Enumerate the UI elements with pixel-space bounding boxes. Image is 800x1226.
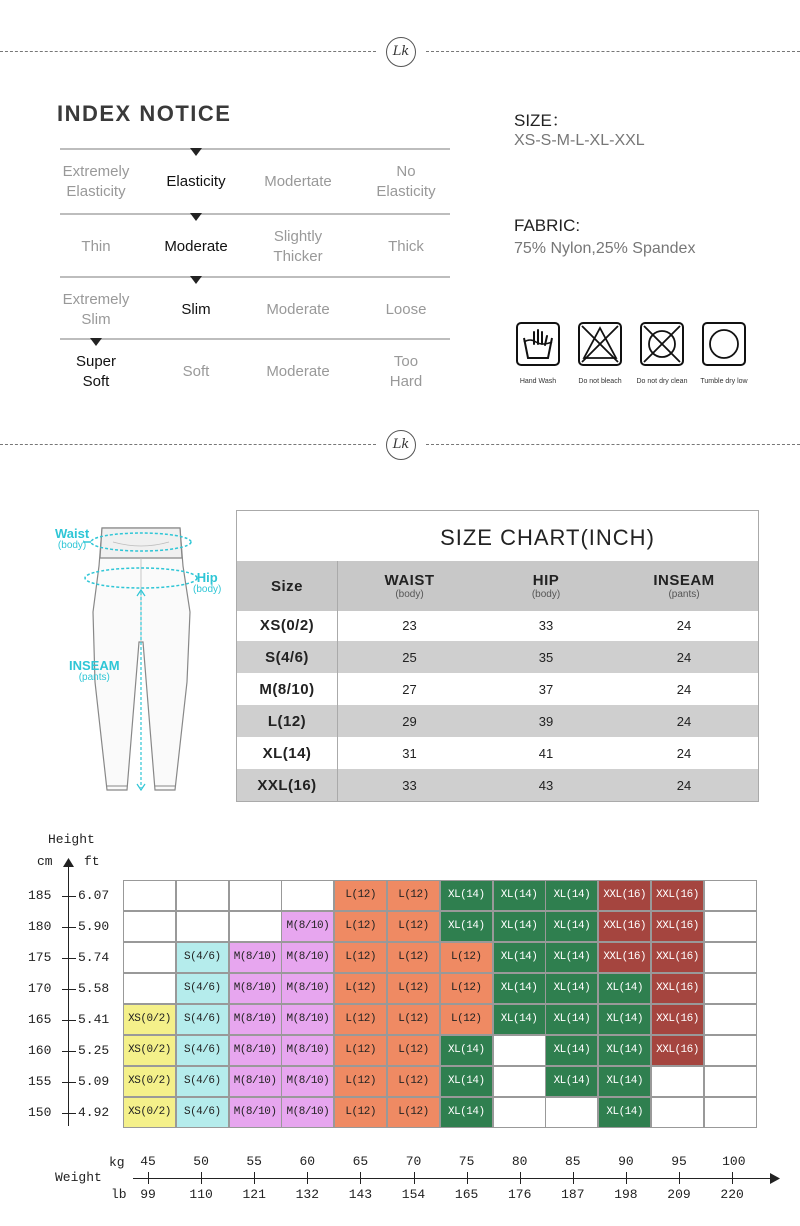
size-grid-cell-xxl: XXL(16) <box>651 973 704 1004</box>
height-cm-label: 185 <box>28 888 52 903</box>
size-grid-cell-l: L(12) <box>387 880 440 911</box>
index-cell: Slightly Thicker <box>273 228 323 265</box>
size-chart-header <box>237 561 758 611</box>
height-ft-label: 5.41 <box>78 1012 110 1027</box>
hip-text: Hip <box>196 570 218 585</box>
height-weight-chart <box>0 830 800 1226</box>
size-grid-cell-xs: XS(0/2) <box>123 1035 176 1066</box>
size-label: SIZE： <box>514 111 569 130</box>
measure-cell: 24 <box>676 649 692 665</box>
size-grid-cell-empty <box>704 911 757 942</box>
weight-lb-label: 143 <box>348 1187 373 1202</box>
size-grid-cell-xl: XL(14) <box>598 1035 651 1066</box>
index-notice-title: INDEX NOTICE <box>57 101 232 126</box>
weight-lb-label: 220 <box>720 1187 744 1202</box>
size-cell: XL(14) <box>262 744 312 762</box>
weight-kg-label: 75 <box>458 1154 475 1169</box>
measure-cell: 27 <box>402 681 417 697</box>
header-sub: (body) <box>531 589 561 600</box>
weight-lb-label: 198 <box>614 1187 638 1202</box>
index-cell-selected: Elasticity <box>166 173 226 190</box>
header-hip <box>482 561 610 611</box>
weight-tick <box>626 1172 627 1184</box>
size-grid-cell-xl: XL(14) <box>545 973 598 1004</box>
height-tick <box>62 1020 76 1021</box>
size-grid-cell-empty <box>493 1035 546 1066</box>
index-row <box>60 276 450 336</box>
brand-logo-icon: Lk <box>386 37 416 67</box>
size-grid-cell-s: S(4/6) <box>176 1035 229 1066</box>
size-grid-cell-xl: XL(14) <box>440 911 493 942</box>
size-value: XS-S-M-L-XL-XXL <box>514 132 645 149</box>
header-size <box>237 561 337 611</box>
measure-cell: 43 <box>538 777 554 793</box>
brand-logo-icon: Lk <box>386 430 416 460</box>
size-chart-row <box>237 609 758 641</box>
weight-kg-label: 95 <box>671 1154 687 1169</box>
index-row-line <box>60 338 450 340</box>
size-grid-cell-xs: XS(0/2) <box>123 1097 176 1128</box>
index-cell: Moderate <box>266 301 330 318</box>
size-chart-row <box>237 673 758 705</box>
size-grid-cell-xl: XL(14) <box>440 1066 493 1097</box>
header-label: WAIST <box>384 572 435 589</box>
size-cell: M(8/10) <box>259 680 315 698</box>
column-divider <box>337 561 338 801</box>
size-grid-cell-xl: XL(14) <box>598 1004 651 1035</box>
size-grid-cell-l: L(12) <box>387 942 440 973</box>
measure-cell: 41 <box>538 745 554 761</box>
index-cell: Extremely Slim <box>62 291 130 328</box>
size-grid-cell-s: S(4/6) <box>176 1097 229 1128</box>
size-grid-cell-xxl: XXL(16) <box>651 911 704 942</box>
top-divider <box>0 37 800 67</box>
size-grid-cell-m: M(8/10) <box>281 973 334 1004</box>
weight-lb-label: 165 <box>454 1187 479 1202</box>
weight-tick <box>307 1172 308 1184</box>
size-grid-cell-xl: XL(14) <box>545 1066 598 1097</box>
weight-kg-label: 50 <box>193 1154 209 1169</box>
size-grid-cell-l: L(12) <box>334 942 387 973</box>
size-grid-cell-empty <box>176 880 229 911</box>
weight-tick <box>414 1172 415 1184</box>
weight-lb-label: 121 <box>242 1187 266 1202</box>
size-cell: XS(0/2) <box>259 616 315 634</box>
lb-unit-label: lb <box>111 1187 127 1202</box>
header-label: HIP <box>532 572 560 589</box>
header-label: Size <box>270 577 303 595</box>
size-grid-cell-xxl: XXL(16) <box>598 880 651 911</box>
weight-kg-label: 45 <box>140 1154 156 1169</box>
height-tick <box>62 1082 76 1083</box>
selected-marker-icon <box>90 338 102 346</box>
index-cell: Moderate <box>266 363 330 380</box>
size-grid-cell-xl: XL(14) <box>545 1035 598 1066</box>
size-grid-cell-m: M(8/10) <box>229 973 282 1004</box>
index-row-line <box>60 148 450 150</box>
size-grid-cell-empty <box>704 1004 757 1035</box>
divider-line <box>0 444 376 445</box>
hand-wash-icon <box>516 322 560 366</box>
weight-lb-label: 187 <box>561 1187 585 1202</box>
height-axis-line <box>68 864 69 1126</box>
size-grid-cell-m: M(8/10) <box>281 1035 334 1066</box>
size-grid-cell-empty <box>704 942 757 973</box>
inseam-label <box>69 660 120 684</box>
size-grid-cell-xxl: XXL(16) <box>598 911 651 942</box>
height-cm-label: 160 <box>28 1043 52 1058</box>
index-cell-selected: Slim <box>181 301 211 318</box>
size-grid-cell-empty <box>704 1097 757 1128</box>
weight-lb-label: 99 <box>140 1187 156 1202</box>
index-row <box>60 148 450 208</box>
index-cell: Soft <box>182 363 210 380</box>
size-grid-cell-empty <box>281 880 334 911</box>
size-grid-cell-xxl: XXL(16) <box>651 1004 704 1035</box>
size-grid-cell-xxl: XXL(16) <box>651 880 704 911</box>
height-cm-label: 180 <box>28 919 52 934</box>
header-label: INSEAM <box>653 572 715 589</box>
divider-line <box>0 51 376 52</box>
care-tumble-dry-low <box>694 322 754 385</box>
size-grid-cell-s: S(4/6) <box>176 973 229 1004</box>
size-grid-cell-m: M(8/10) <box>281 911 334 942</box>
do-not-bleach-icon <box>578 322 622 366</box>
index-cell: Modertate <box>264 173 332 190</box>
size-grid-cell-l: L(12) <box>387 1097 440 1128</box>
size-grid-cell-empty <box>123 880 176 911</box>
measure-cell: 24 <box>676 745 692 761</box>
measure-cell: 24 <box>676 681 692 697</box>
index-cell: Thick <box>388 238 424 255</box>
size-grid-cell-xl: XL(14) <box>493 973 546 1004</box>
measure-cell: 24 <box>676 713 692 729</box>
size-grid-cell-l: L(12) <box>334 1066 387 1097</box>
right-arrow-icon <box>770 1173 780 1184</box>
size-cell: XXL(16) <box>257 776 317 794</box>
index-cell: Thin <box>81 238 111 255</box>
size-grid-cell-m: M(8/10) <box>229 1097 282 1128</box>
size-grid-cell-l: L(12) <box>334 1004 387 1035</box>
size-grid-cell-xl: XL(14) <box>440 880 493 911</box>
selected-marker-icon <box>190 148 202 156</box>
weight-kg-label: 85 <box>564 1154 581 1169</box>
weight-tick <box>520 1172 521 1184</box>
size-grid-cell-empty <box>123 942 176 973</box>
index-cell: Loose <box>385 301 427 318</box>
weight-lb-label: 154 <box>401 1187 426 1202</box>
size-chart-row <box>237 769 758 801</box>
measure-cell: 39 <box>538 713 554 729</box>
size-grid-cell-l: L(12) <box>334 1097 387 1128</box>
height-ft-label: 5.58 <box>78 981 110 996</box>
size-grid-cell-empty <box>704 1035 757 1066</box>
size-chart-title: SIZE CHART(INCH) <box>440 525 655 550</box>
height-cm-label: 155 <box>28 1074 52 1089</box>
size-grid-cell-l: L(12) <box>334 880 387 911</box>
height-tick <box>62 927 76 928</box>
care-label: Do not dry clean <box>636 378 688 385</box>
weight-kg-label: 70 <box>405 1154 422 1169</box>
height-ft-label: 5.74 <box>78 950 110 965</box>
measure-cell: 24 <box>676 617 692 633</box>
height-cm-label: 150 <box>28 1105 52 1120</box>
weight-tick <box>254 1172 255 1184</box>
height-ft-label: 6.07 <box>78 888 110 903</box>
weight-axis-label: Weight <box>55 1170 102 1185</box>
weight-tick <box>201 1172 202 1184</box>
index-cell: No Elasticity <box>376 163 436 200</box>
height-ft-label: 5.90 <box>78 919 110 934</box>
tumble-dry-low-icon <box>702 322 746 366</box>
size-grid-cell-xl: XL(14) <box>545 911 598 942</box>
size-grid-cell-empty <box>704 880 757 911</box>
index-cell: Too Hard <box>389 353 423 390</box>
header-waist <box>337 561 482 611</box>
height-axis-label: Height <box>48 832 95 847</box>
height-tick <box>62 896 76 897</box>
care-label: Tumble dry low <box>700 378 748 385</box>
height-cm-label: 170 <box>28 981 52 996</box>
do-not-dry-clean-icon <box>640 322 684 366</box>
size-grid-cell-xl: XL(14) <box>598 1097 651 1128</box>
kg-unit-label: kg <box>109 1155 125 1170</box>
measure-cell: 29 <box>402 713 417 729</box>
size-grid-cell-empty <box>493 1097 546 1128</box>
weight-tick <box>148 1172 149 1184</box>
size-grid-cell-xl: XL(14) <box>493 1004 546 1035</box>
size-cell: S(4/6) <box>265 648 309 666</box>
up-arrow-icon <box>63 858 74 867</box>
care-label: Hand Wash <box>519 378 557 385</box>
index-row-line <box>60 213 450 215</box>
size-grid-cell-empty <box>123 973 176 1004</box>
measure-cell: 31 <box>402 745 417 761</box>
weight-kg-label: 55 <box>246 1154 262 1169</box>
height-tick <box>62 1113 76 1114</box>
size-grid-cell-empty <box>176 911 229 942</box>
waist-label <box>55 528 89 552</box>
selected-marker-icon <box>190 276 202 284</box>
index-row <box>60 213 450 273</box>
size-grid-cell-xs: XS(0/2) <box>123 1004 176 1035</box>
measure-cell: 24 <box>676 777 692 793</box>
hip-label <box>193 572 221 596</box>
size-grid-cell-empty <box>704 1066 757 1097</box>
size-grid-cell-empty <box>651 1066 704 1097</box>
size-grid-cell-xl: XL(14) <box>598 973 651 1004</box>
size-grid-cell-m: M(8/10) <box>281 1004 334 1035</box>
waist-sub: (body) <box>57 540 87 551</box>
size-grid-cell-m: M(8/10) <box>281 942 334 973</box>
size-grid-cell-m: M(8/10) <box>229 1066 282 1097</box>
weight-tick <box>467 1172 468 1184</box>
care-hand-wash <box>508 322 568 385</box>
height-tick <box>62 989 76 990</box>
size-chart-row <box>237 737 758 769</box>
size-grid-cell-xl: XL(14) <box>493 880 546 911</box>
size-grid-cell-l: L(12) <box>334 1035 387 1066</box>
care-do-not-bleach <box>570 322 630 385</box>
height-ft-label: 4.92 <box>78 1105 110 1120</box>
weight-lb-label: 209 <box>667 1187 691 1202</box>
divider-line <box>426 444 800 445</box>
weight-lb-label: 110 <box>189 1187 213 1202</box>
size-chart-row <box>237 705 758 737</box>
weight-tick <box>679 1172 680 1184</box>
height-ft-label: 5.25 <box>78 1043 110 1058</box>
size-grid-cell-l: L(12) <box>387 1066 440 1097</box>
size-grid-cell-xl: XL(14) <box>545 1004 598 1035</box>
size-grid-cell-empty <box>651 1097 704 1128</box>
size-grid-cell-l: L(12) <box>387 1035 440 1066</box>
size-grid-cell-empty <box>545 1097 598 1128</box>
size-grid-cell-l: L(12) <box>440 942 493 973</box>
index-cell: Extremely Elasticity <box>62 163 130 200</box>
index-row <box>60 338 450 398</box>
size-grid-cell-xl: XL(14) <box>598 1066 651 1097</box>
waist-text: Waist <box>55 526 90 541</box>
ft-unit-label: ft <box>84 854 100 869</box>
size-grid-cell-m: M(8/10) <box>281 1097 334 1128</box>
size-grid-cell-l: L(12) <box>387 911 440 942</box>
size-grid-cell-empty <box>704 973 757 1004</box>
care-do-not-dry-clean <box>632 322 692 385</box>
measure-cell: 35 <box>538 649 554 665</box>
size-grid-cell-m: M(8/10) <box>229 942 282 973</box>
index-row-line <box>60 276 450 278</box>
inseam-text: INSEAM <box>69 658 120 673</box>
hip-sub: (body) <box>193 584 222 595</box>
measure-cell: 37 <box>538 681 554 697</box>
size-chart-table <box>236 510 759 802</box>
weight-tick <box>732 1172 733 1184</box>
measure-cell: 25 <box>402 649 417 665</box>
size-grid-cell-xl: XL(14) <box>545 942 598 973</box>
size-grid-cell-xxl: XXL(16) <box>651 1035 704 1066</box>
weight-kg-label: 80 <box>511 1154 528 1169</box>
size-grid-cell-s: S(4/6) <box>176 1004 229 1035</box>
weight-kg-label: 65 <box>352 1154 369 1169</box>
index-cell-selected: Moderate <box>164 238 228 255</box>
header-sub: (body) <box>395 589 424 600</box>
selected-marker-icon <box>190 213 202 221</box>
height-tick <box>62 958 76 959</box>
inseam-sub: (pants) <box>78 672 110 683</box>
measure-cell: 23 <box>402 617 417 633</box>
size-grid-cell-m: M(8/10) <box>229 1004 282 1035</box>
weight-tick <box>573 1172 574 1184</box>
size-grid-cell-empty <box>229 880 282 911</box>
size-grid-cell-l: L(12) <box>334 911 387 942</box>
size-grid-cell-m: M(8/10) <box>281 1066 334 1097</box>
size-grid-cell-xl: XL(14) <box>545 880 598 911</box>
weight-kg-label: 90 <box>618 1154 634 1169</box>
size-grid-cell-xl: XL(14) <box>440 1097 493 1128</box>
size-grid-cell-empty <box>229 911 282 942</box>
size-grid-cell-xxl: XXL(16) <box>651 942 704 973</box>
size-grid-cell-xl: XL(14) <box>493 942 546 973</box>
size-grid-cell-l: L(12) <box>387 1004 440 1035</box>
size-grid-cell-xl: XL(14) <box>493 911 546 942</box>
size-grid-cell-empty <box>123 911 176 942</box>
measure-cell: 33 <box>402 777 417 793</box>
height-tick <box>62 1051 76 1052</box>
fabric-value: 75% Nylon,25% Spandex <box>514 240 696 257</box>
weight-axis-line <box>133 1178 773 1179</box>
size-grid-cell-xxl: XXL(16) <box>598 942 651 973</box>
weight-lb-label: 176 <box>507 1187 532 1202</box>
size-grid-cell-l: L(12) <box>440 1004 493 1035</box>
size-grid-cell-s: S(4/6) <box>176 1066 229 1097</box>
index-cell-selected: Super Soft <box>75 353 117 390</box>
divider-line <box>426 51 800 52</box>
height-ft-label: 5.09 <box>78 1074 110 1089</box>
weight-tick <box>360 1172 361 1184</box>
weight-kg-label: 100 <box>722 1154 746 1169</box>
size-chart-row <box>237 641 758 673</box>
size-grid-cell-empty <box>493 1066 546 1097</box>
size-grid-cell-xs: XS(0/2) <box>123 1066 176 1097</box>
size-grid-cell-l: L(12) <box>387 973 440 1004</box>
header-sub: (pants) <box>668 589 700 600</box>
weight-kg-label: 60 <box>299 1154 316 1169</box>
size-grid-cell-s: S(4/6) <box>176 942 229 973</box>
height-cm-label: 165 <box>28 1012 52 1027</box>
header-inseam <box>610 561 758 611</box>
size-grid-cell-xl: XL(14) <box>440 1035 493 1066</box>
leggings-figure <box>55 522 230 802</box>
size-grid-cell-l: L(12) <box>440 973 493 1004</box>
size-grid-cell-l: L(12) <box>334 973 387 1004</box>
size-grid-cell-m: M(8/10) <box>229 1035 282 1066</box>
weight-lb-label: 132 <box>295 1187 319 1202</box>
measure-cell: 33 <box>538 617 554 633</box>
fabric-label: FABRIC: <box>514 216 581 235</box>
height-cm-label: 175 <box>28 950 52 965</box>
middle-divider <box>0 430 800 460</box>
size-cell: L(12) <box>267 712 307 730</box>
care-label: Do not bleach <box>578 378 622 385</box>
cm-unit-label: cm <box>37 854 53 869</box>
